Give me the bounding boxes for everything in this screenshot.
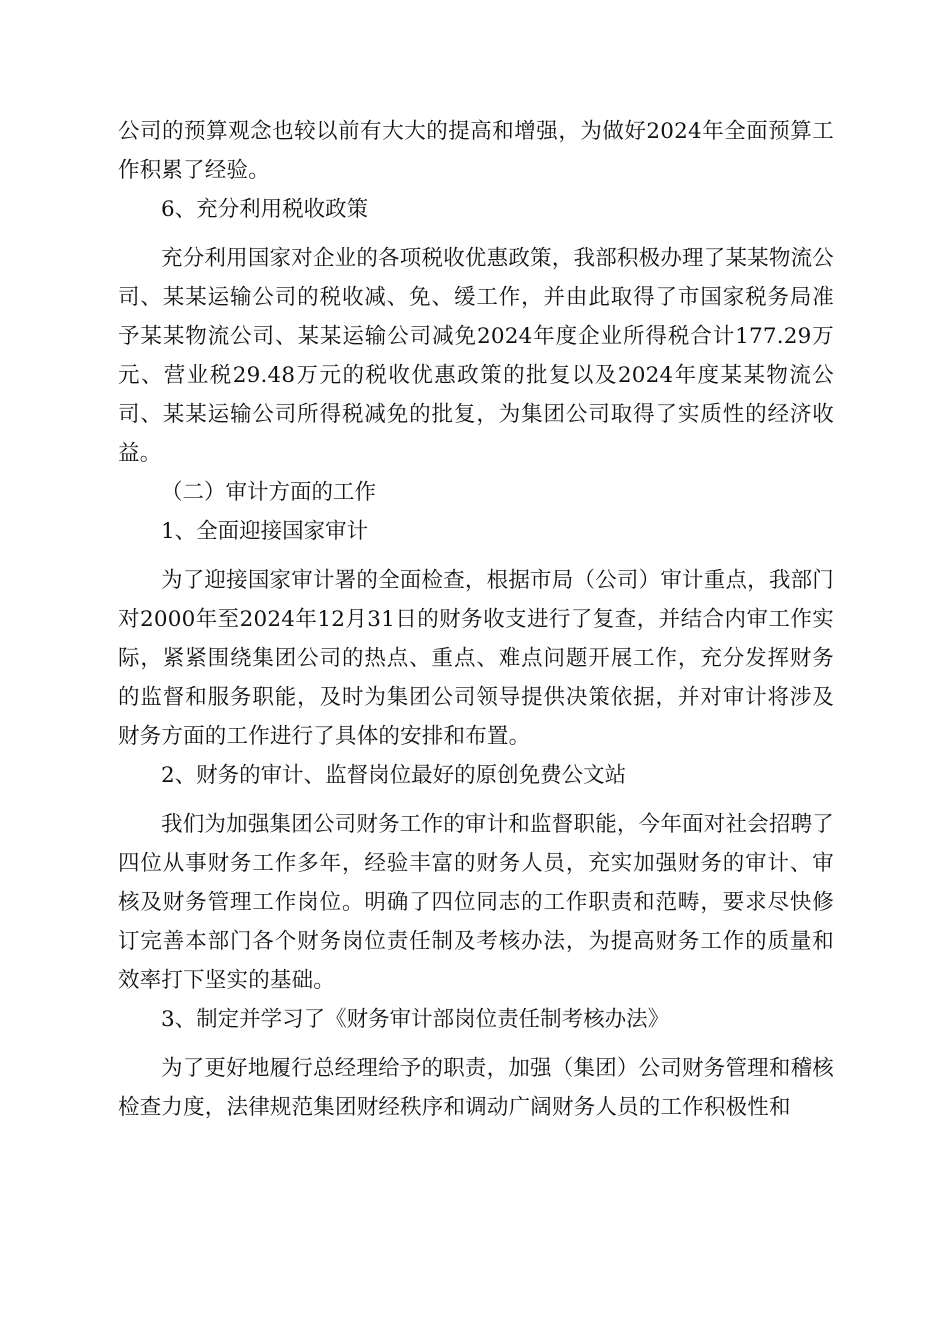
paragraph-audit-supervision: 我们为加强集团公司财务工作的审计和监督职能，今年面对社会招聘了四位从事财务工作多年，经验丰富的财务人员，充实加强财务的审计、审核及财务管理工作岗位。明确了四位同志的工作职责和范畴，要求尽快修订完善本部门各个财务岗位责任制及考核办法，为提高财务工作的质量和效率打下坚实的基础。 [118, 812, 834, 993]
document-body [118, 112, 834, 1127]
paragraph-budget-continued: 公司的预算观念也较以前有大大的提高和增强，为做好2024年全面预算工作积累了经验。 [118, 119, 834, 183]
paragraph-national-audit: 为了迎接国家审计署的全面检查，根据市局（公司）审计重点，我部门对2000年至2024年12月31日的财务收支进行了复查，并结合内审工作实际，紧紧围绕集团公司的热点、重点、难点问题开展工作，充分发挥财务的监督和服务职能，及时为集团公司领导提供决策依据，并对审计将涉及财务方面的工作进行了具体的安排和布置。 [118, 568, 834, 749]
paragraph-tax-policy: 充分利用国家对企业的各项税收优惠政策，我部积极办理了某某物流公司、某某运输公司的税收减、免、缓工作，并由此取得了市国家税务局准予某某物流公司、某某运输公司减免2024年度企业所得税合计177.29万元、营业税29.48万元的税收优惠政策的批复以及2024年度某某物流公司、某某运输公司所得税减免的批复，为集团公司取得了实质性的经济收益。 [118, 246, 834, 466]
heading-national-audit: 1、全面迎接国家审计 [161, 519, 369, 544]
heading-tax-policy: 6、充分利用税收政策 [161, 197, 369, 222]
paragraph-assessment-method: 为了更好地履行总经理给予的职责，加强（集团）公司财务管理和稽核检查力度，法律规范集团财经秩序和调动广阔财务人员的工作积极性和 [118, 1056, 834, 1120]
heading-audit-supervision: 2、财务的审计、监督岗位最好的原创免费公文站 [161, 763, 627, 788]
heading-assessment-method: 3、制定并学习了《财务审计部岗位责任制考核办法》 [161, 1007, 670, 1032]
heading-audit-work: （二）审计方面的工作 [161, 480, 377, 505]
